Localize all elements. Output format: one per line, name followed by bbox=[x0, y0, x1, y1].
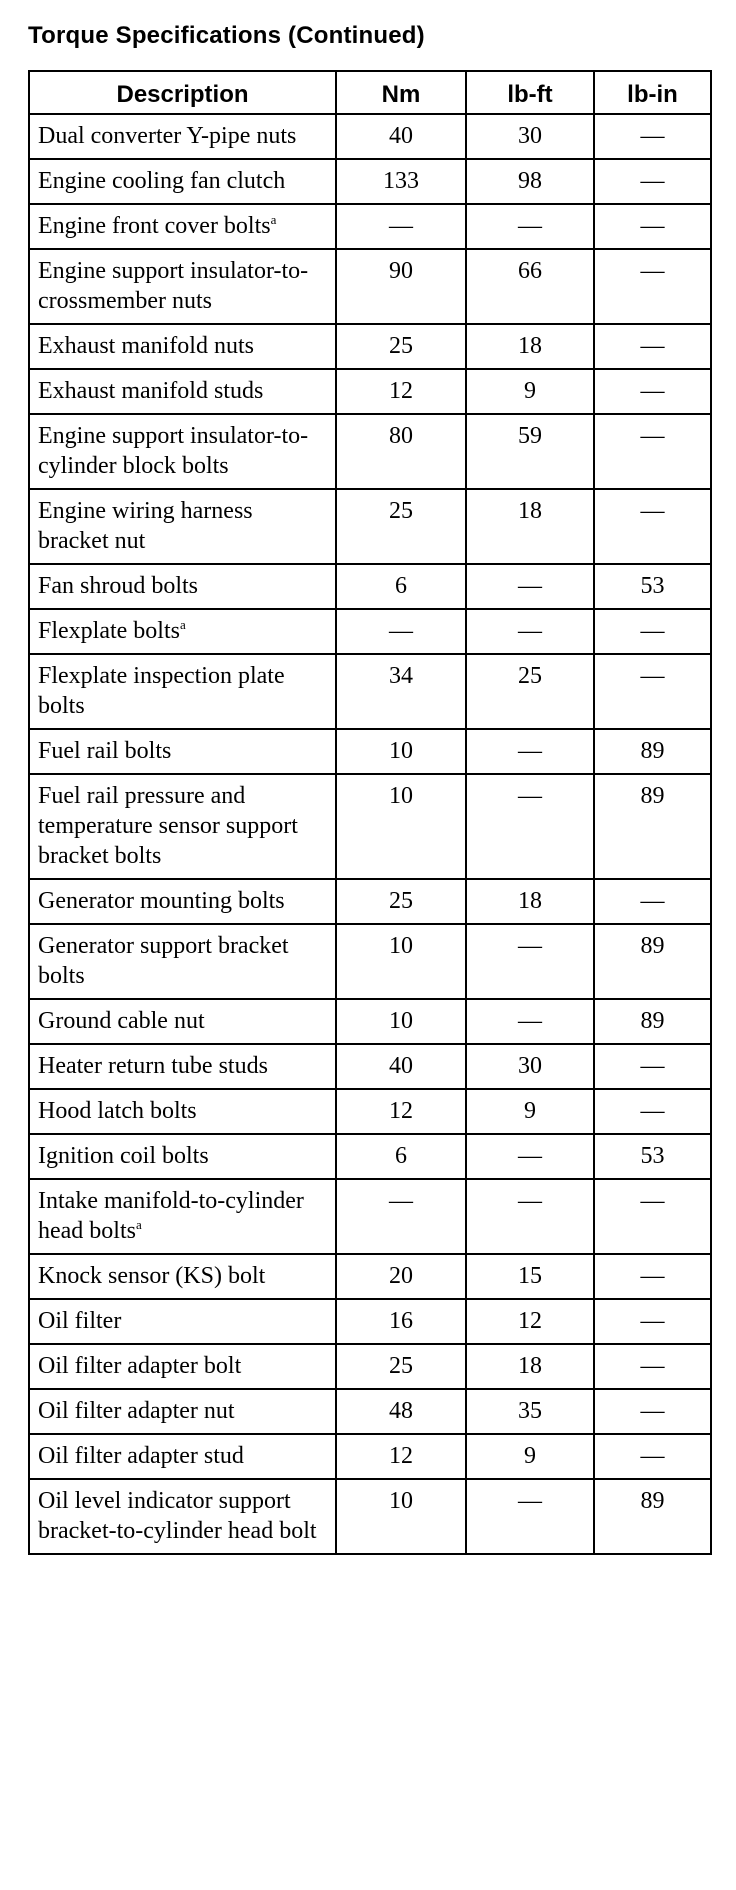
table-row bbox=[29, 204, 711, 249]
lbin-cell: — bbox=[594, 414, 711, 489]
lbin-cell: — bbox=[594, 249, 711, 324]
description-cell bbox=[29, 1434, 336, 1479]
lbin-cell: — bbox=[594, 609, 711, 654]
description-cell bbox=[29, 249, 336, 324]
header-lbft: lb-ft bbox=[466, 71, 594, 114]
lbft-cell: — bbox=[466, 1479, 594, 1554]
table-row bbox=[29, 654, 711, 729]
lbin-cell: — bbox=[594, 114, 711, 159]
description-text: Ground cable nut bbox=[38, 1008, 205, 1034]
lbft-cell: — bbox=[466, 729, 594, 774]
lbft-cell: 25 bbox=[466, 654, 594, 729]
description-cell bbox=[29, 1134, 336, 1179]
lbft-cell: 30 bbox=[466, 114, 594, 159]
table-row bbox=[29, 1254, 711, 1299]
table-row bbox=[29, 1479, 711, 1554]
table-row bbox=[29, 324, 711, 369]
description-text: Knock sensor (KS) bolt bbox=[38, 1263, 266, 1289]
table-row bbox=[29, 609, 711, 654]
nm-cell: 6 bbox=[336, 564, 466, 609]
description-cell bbox=[29, 654, 336, 729]
lbft-cell: — bbox=[466, 774, 594, 879]
table-row bbox=[29, 369, 711, 414]
description-text: Exhaust manifold studs bbox=[38, 378, 264, 404]
header-description: Description bbox=[29, 71, 336, 114]
lbft-cell: 9 bbox=[466, 1089, 594, 1134]
description-text: Oil level indicator support bracket-to-cylinder head bolt bbox=[38, 1488, 317, 1544]
lbft-cell: — bbox=[466, 924, 594, 999]
lbft-cell: 30 bbox=[466, 1044, 594, 1089]
nm-cell: 34 bbox=[336, 654, 466, 729]
description-cell bbox=[29, 204, 336, 249]
lbin-cell: — bbox=[594, 879, 711, 924]
description-text: Engine cooling fan clutch bbox=[38, 168, 286, 194]
description-cell bbox=[29, 564, 336, 609]
nm-cell: 90 bbox=[336, 249, 466, 324]
description-cell bbox=[29, 1179, 336, 1254]
lbin-cell: 89 bbox=[594, 924, 711, 999]
table-row bbox=[29, 924, 711, 999]
description-text: Engine support insulator-to-cylinder block bolts bbox=[38, 423, 309, 479]
table-row bbox=[29, 489, 711, 564]
description-text: Fuel rail pressure and temperature sensor support bracket bolts bbox=[38, 783, 298, 869]
description-cell bbox=[29, 1044, 336, 1089]
lbft-cell: 59 bbox=[466, 414, 594, 489]
lbin-cell: — bbox=[594, 369, 711, 414]
description-cell bbox=[29, 369, 336, 414]
nm-cell: — bbox=[336, 1179, 466, 1254]
description-text: Flexplate bolts bbox=[38, 618, 180, 644]
lbin-cell: 89 bbox=[594, 999, 711, 1044]
nm-cell: 12 bbox=[336, 1089, 466, 1134]
nm-cell: 80 bbox=[336, 414, 466, 489]
table-row bbox=[29, 729, 711, 774]
lbin-cell: — bbox=[594, 159, 711, 204]
table-row bbox=[29, 1299, 711, 1344]
description-text: Oil filter adapter nut bbox=[38, 1398, 235, 1424]
table-row bbox=[29, 564, 711, 609]
table-row bbox=[29, 999, 711, 1044]
description-cell bbox=[29, 609, 336, 654]
nm-cell: 10 bbox=[336, 729, 466, 774]
lbft-cell: — bbox=[466, 1134, 594, 1179]
lbft-cell: 35 bbox=[466, 1389, 594, 1434]
footnote-marker: a bbox=[179, 617, 186, 632]
nm-cell: 40 bbox=[336, 114, 466, 159]
nm-cell: — bbox=[336, 204, 466, 249]
description-cell bbox=[29, 1389, 336, 1434]
description-text: Engine wiring harness bracket nut bbox=[38, 498, 253, 554]
lbin-cell: — bbox=[594, 1299, 711, 1344]
lbft-cell: 9 bbox=[466, 369, 594, 414]
lbft-cell: 18 bbox=[466, 324, 594, 369]
table-row bbox=[29, 1434, 711, 1479]
nm-cell: 25 bbox=[336, 879, 466, 924]
description-cell bbox=[29, 729, 336, 774]
table-body bbox=[29, 114, 711, 1554]
footnote-marker: a bbox=[135, 1217, 142, 1232]
description-text: Engine support insulator-to-crossmember nuts bbox=[38, 258, 309, 314]
nm-cell: 16 bbox=[336, 1299, 466, 1344]
lbin-cell: — bbox=[594, 1434, 711, 1479]
table-row bbox=[29, 1389, 711, 1434]
table-row bbox=[29, 1344, 711, 1389]
nm-cell: 20 bbox=[336, 1254, 466, 1299]
description-cell bbox=[29, 879, 336, 924]
nm-cell: 25 bbox=[336, 489, 466, 564]
description-text: Fan shroud bolts bbox=[38, 573, 199, 599]
lbin-cell: 89 bbox=[594, 774, 711, 879]
lbin-cell: 53 bbox=[594, 564, 711, 609]
table-row bbox=[29, 774, 711, 879]
header-row bbox=[29, 71, 711, 114]
description-text: Oil filter adapter bolt bbox=[38, 1353, 242, 1379]
nm-cell: 48 bbox=[336, 1389, 466, 1434]
nm-cell: 12 bbox=[336, 1434, 466, 1479]
table-row bbox=[29, 249, 711, 324]
lbin-cell: — bbox=[594, 204, 711, 249]
header-lbin: lb-in bbox=[594, 71, 711, 114]
lbft-cell: 66 bbox=[466, 249, 594, 324]
nm-cell: 10 bbox=[336, 1479, 466, 1554]
description-cell bbox=[29, 114, 336, 159]
lbft-cell: — bbox=[466, 564, 594, 609]
lbft-cell: 9 bbox=[466, 1434, 594, 1479]
lbin-cell: — bbox=[594, 1044, 711, 1089]
lbin-cell: — bbox=[594, 1089, 711, 1134]
nm-cell: 10 bbox=[336, 924, 466, 999]
nm-cell: 25 bbox=[336, 324, 466, 369]
table-row bbox=[29, 1134, 711, 1179]
description-cell bbox=[29, 489, 336, 564]
nm-cell: 25 bbox=[336, 1344, 466, 1389]
description-text: Oil filter adapter stud bbox=[38, 1443, 244, 1469]
lbin-cell: — bbox=[594, 1254, 711, 1299]
lbft-cell: — bbox=[466, 204, 594, 249]
footnote-marker: a bbox=[270, 212, 277, 227]
description-cell bbox=[29, 1479, 336, 1554]
description-text: Generator support bracket bolts bbox=[38, 933, 289, 989]
lbft-cell: 18 bbox=[466, 1344, 594, 1389]
lbin-cell: 89 bbox=[594, 1479, 711, 1554]
description-text: Flexplate inspection plate bolts bbox=[38, 663, 285, 719]
table-header bbox=[29, 71, 711, 114]
lbin-cell: — bbox=[594, 1389, 711, 1434]
nm-cell: 40 bbox=[336, 1044, 466, 1089]
description-text: Generator mounting bolts bbox=[38, 888, 285, 914]
description-text: Dual converter Y-pipe nuts bbox=[38, 123, 297, 149]
table-row bbox=[29, 159, 711, 204]
lbft-cell: 15 bbox=[466, 1254, 594, 1299]
lbin-cell: 89 bbox=[594, 729, 711, 774]
torque-spec-table bbox=[28, 70, 712, 1555]
description-cell bbox=[29, 324, 336, 369]
page-title: Torque Specifications (Continued) bbox=[28, 22, 425, 49]
nm-cell: 10 bbox=[336, 774, 466, 879]
description-cell bbox=[29, 1299, 336, 1344]
lbft-cell: — bbox=[466, 609, 594, 654]
nm-cell: 6 bbox=[336, 1134, 466, 1179]
lbin-cell: — bbox=[594, 1344, 711, 1389]
description-cell bbox=[29, 1254, 336, 1299]
table-row bbox=[29, 1089, 711, 1134]
lbft-cell: 12 bbox=[466, 1299, 594, 1344]
description-text: Hood latch bolts bbox=[38, 1098, 197, 1124]
lbft-cell: 18 bbox=[466, 879, 594, 924]
header-nm: Nm bbox=[336, 71, 466, 114]
table-row bbox=[29, 1179, 711, 1254]
table-row bbox=[29, 879, 711, 924]
description-cell bbox=[29, 1344, 336, 1389]
nm-cell: 133 bbox=[336, 159, 466, 204]
description-cell bbox=[29, 1089, 336, 1134]
lbft-cell: — bbox=[466, 999, 594, 1044]
description-text: Heater return tube studs bbox=[38, 1053, 268, 1079]
lbin-cell: 53 bbox=[594, 1134, 711, 1179]
description-cell bbox=[29, 159, 336, 204]
nm-cell: 12 bbox=[336, 369, 466, 414]
description-cell bbox=[29, 924, 336, 999]
description-cell bbox=[29, 414, 336, 489]
description-text: Exhaust manifold nuts bbox=[38, 333, 254, 359]
table-row bbox=[29, 114, 711, 159]
nm-cell: — bbox=[336, 609, 466, 654]
lbin-cell: — bbox=[594, 1179, 711, 1254]
lbft-cell: — bbox=[466, 1179, 594, 1254]
table-row bbox=[29, 414, 711, 489]
description-text: Ignition coil bolts bbox=[38, 1143, 209, 1169]
lbin-cell: — bbox=[594, 654, 711, 729]
description-text: Intake manifold-to-cylinder head bolts bbox=[38, 1188, 304, 1244]
lbin-cell: — bbox=[594, 489, 711, 564]
nm-cell: 10 bbox=[336, 999, 466, 1044]
description-text: Engine front cover bolts bbox=[38, 213, 271, 239]
description-cell bbox=[29, 774, 336, 879]
lbin-cell: — bbox=[594, 324, 711, 369]
lbft-cell: 18 bbox=[466, 489, 594, 564]
description-text: Fuel rail bolts bbox=[38, 738, 172, 764]
description-text: Oil filter bbox=[38, 1308, 122, 1334]
description-cell bbox=[29, 999, 336, 1044]
lbft-cell: 98 bbox=[466, 159, 594, 204]
table-row bbox=[29, 1044, 711, 1089]
